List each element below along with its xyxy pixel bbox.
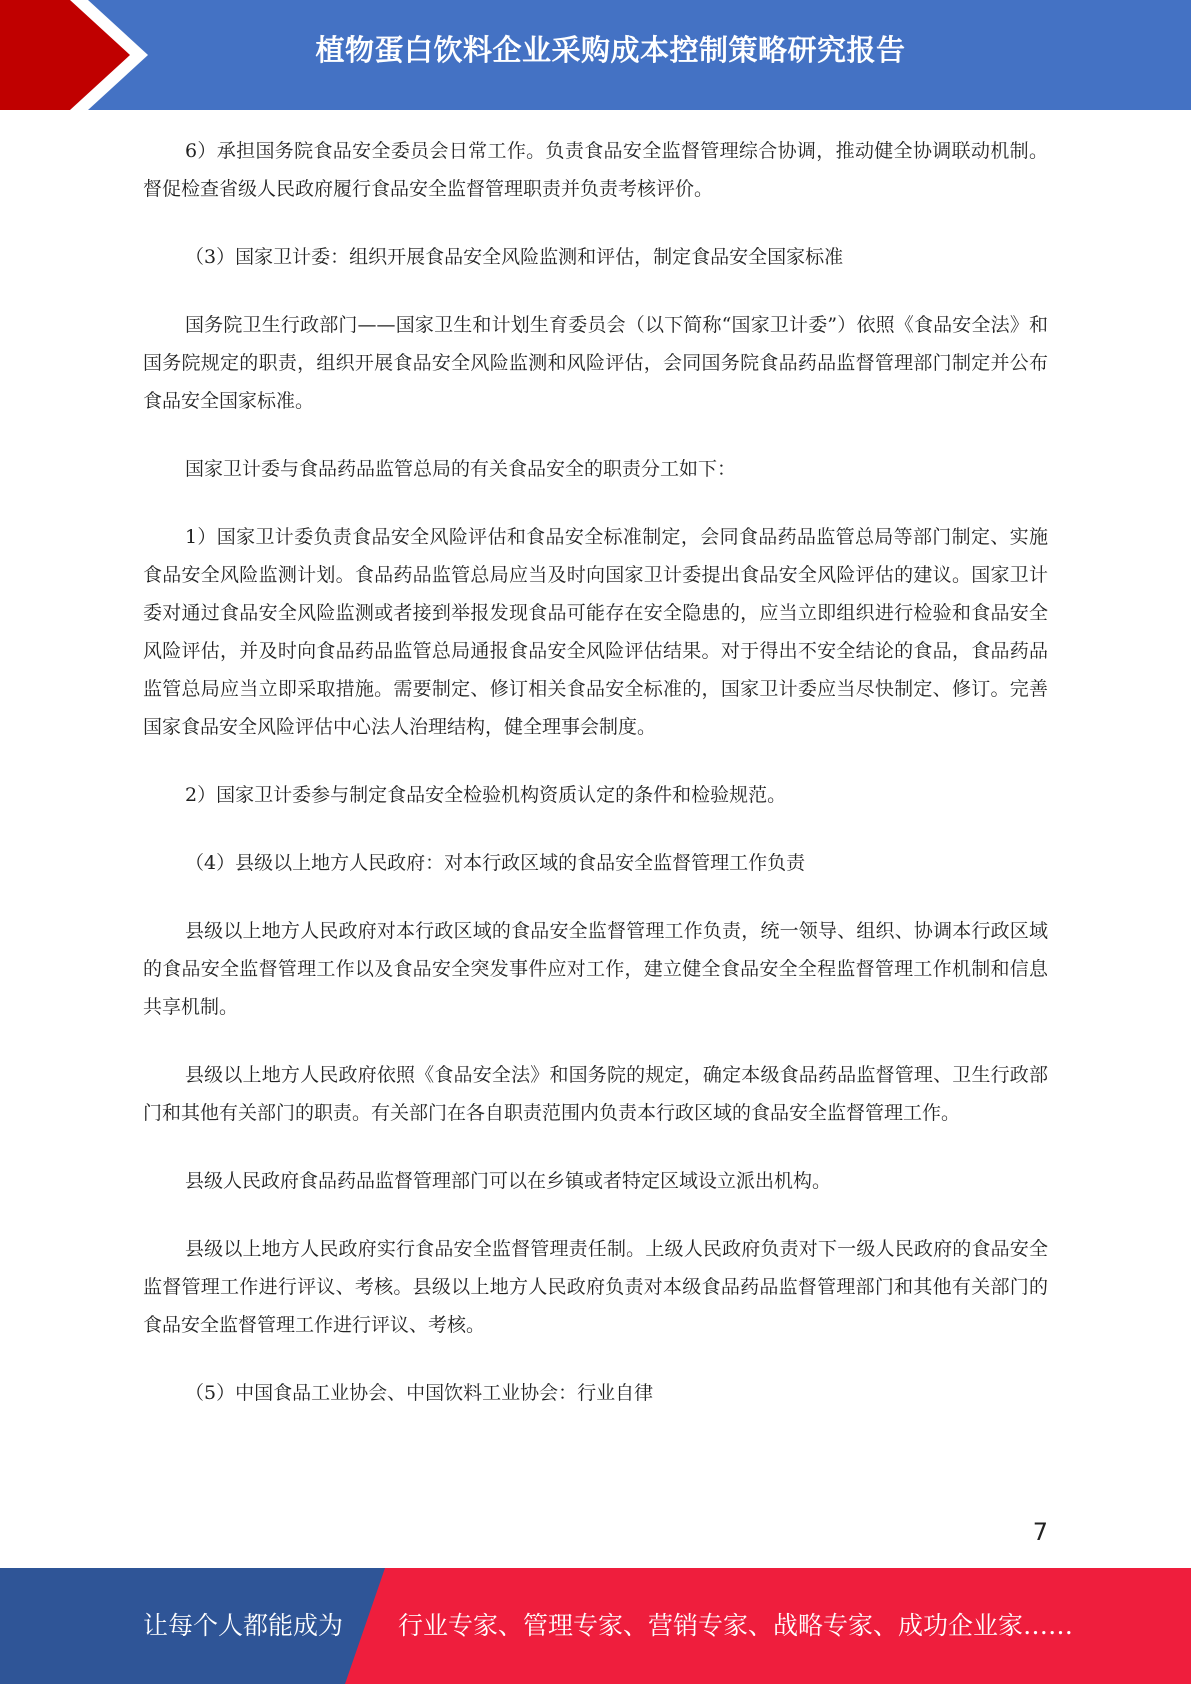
report-title: 植物蛋白饮料企业采购成本控制策略研究报告 (315, 33, 906, 67)
footer-slogan-left: 让每个人都能成为 (143, 1611, 344, 1640)
section-heading: （5）中国食品工业协会、中国饮料工业协会：行业自律 (185, 1382, 654, 1404)
paragraph: 1）国家卫计委负责食品安全风险评估和食品安全标准制定，会同食品药品监管总局等部门制定、实施食品安全风险监测计划。食品药品监管总局应当及时向国家卫计委提出食品安全风险评估的建议。国家卫计委对通过食品安全风险监测或者接到举报发现食品可能存在安全隐患的，应当立即组织进行检验和食品安全风险评估，并及时向食品药品监管总局通报食品安全风险评估结果。对于得出不安全结论的食品，食品药品监管总局应当立即采取措施。需要制定、修订相关食品安全标准的，国家卫计委应当尽快制定、修订。完善国家食品安全风险评估中心法人治理结构，健全理事会制度。 (143, 526, 1048, 738)
paragraph: 2）国家卫计委参与制定食品安全检验机构资质认定的条件和检验规范。 (185, 784, 787, 806)
section-heading: （3）国家卫计委：组织开展食品安全风险监测和评估，制定食品安全国家标准 (185, 246, 844, 268)
header-banner (0, 0, 1191, 110)
page-number: 7 (1032, 1518, 1048, 1546)
paragraph: 县级以上地方人民政府对本行政区域的食品安全监督管理工作负责，统一领导、组织、协调本行政区域的食品安全监督管理工作以及食品安全突发事件应对工作，建立健全食品安全全程监督管理工作机制和信息共享机制。 (143, 920, 1048, 1018)
paragraph: 县级以上地方人民政府依照《食品安全法》和国务院的规定，确定本级食品药品监督管理、卫生行政部门和其他有关部门的职责。有关部门在各自职责范围内负责本行政区域的食品安全监督管理工作。 (143, 1064, 1048, 1124)
paragraph: 6）承担国务院食品安全委员会日常工作。负责食品安全监督管理综合协调，推动健全协调联动机制。督促检查省级人民政府履行食品安全监督管理职责并负责考核评价。 (143, 140, 1048, 200)
footer-banner (0, 1568, 1191, 1684)
paragraph: 县级以上地方人民政府实行食品安全监督管理责任制。上级人民政府负责对下一级人民政府的食品安全监督管理工作进行评议、考核。县级以上地方人民政府负责对本级食品药品监督管理部门和其他有关部门的食品安全监督管理工作进行评议、考核。 (143, 1238, 1048, 1336)
paragraph: 县级人民政府食品药品监督管理部门可以在乡镇或者特定区域设立派出机构。 (185, 1170, 832, 1192)
paragraph: 国务院卫生行政部门——国家卫生和计划生育委员会（以下简称“国家卫计委”）依照《食品安全法》和国务院规定的职责，组织开展食品安全风险监测和风险评估，会同国务院食品药品监督管理部门制定并公布食品安全国家标准。 (143, 314, 1048, 412)
document-body (143, 132, 1048, 1442)
paragraph: 国家卫计委与食品药品监管总局的有关食品安全的职责分工如下： (185, 458, 737, 480)
footer-slogan-right: 行业专家、管理专家、营销专家、战略专家、成功企业家…… (398, 1611, 1074, 1640)
section-heading: （4）县级以上地方人民政府：对本行政区域的食品安全监督管理工作负责 (185, 852, 806, 874)
